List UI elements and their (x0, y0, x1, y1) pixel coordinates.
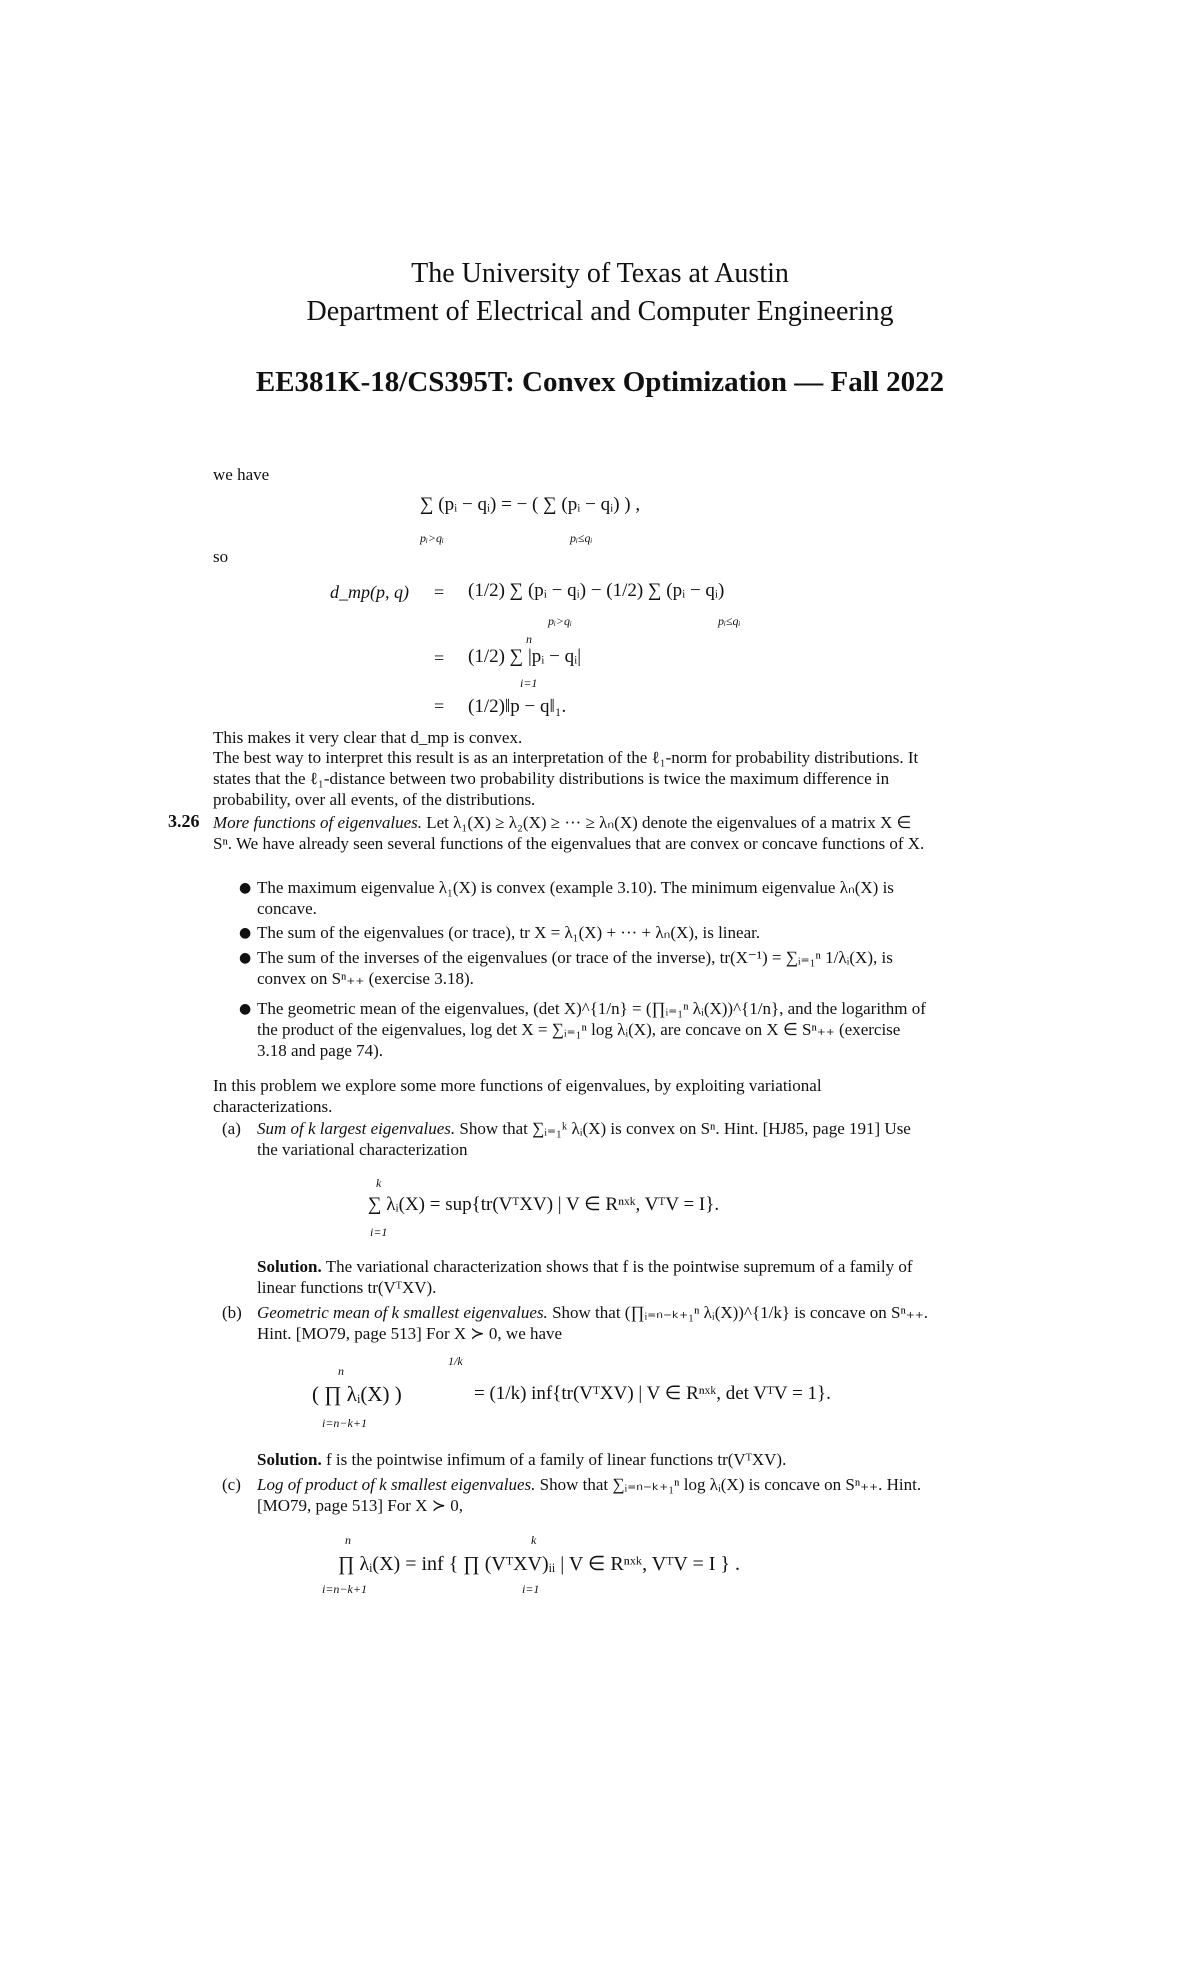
we-have-text: we have (213, 465, 270, 484)
part-a-body: Show that ∑ᵢ₌₁ᵏ λᵢ(X) is convex on Sⁿ. Hint. [HJ85, page 191] Use the variational characterization (257, 1119, 911, 1159)
institution-title: The University of Texas at Austin (411, 258, 789, 289)
part-a-solution (257, 1256, 933, 1298)
part-c-eq-sup2: k (531, 1533, 537, 1547)
dmp-row-1-sub-b: pᵢ≤qᵢ (718, 614, 741, 628)
bullet-dot-4: ● (239, 1001, 252, 1017)
part-b-title: Geometric mean of k smallest eigenvalues. (257, 1303, 548, 1322)
part-a-eq-sub: i=1 (370, 1225, 388, 1239)
problem-title: More functions of eigenvalues. (213, 813, 422, 832)
part-c-body: Show that ∑ᵢ₌ₙ₋ₖ₊₁ⁿ log λᵢ(X) is concave on Sⁿ₊₊. Hint. [MO79, page 513] For X ≻ 0, (257, 1475, 922, 1515)
dmp-lhs: d_mp(p, q) (330, 582, 409, 602)
part-b-label: (b) (222, 1303, 242, 1322)
part-b-equation-right: = (1/k) inf{tr(VᵀXV) | V ∈ Rⁿˣᵏ, det VᵀV = 1}. (474, 1383, 831, 1404)
bullet-3: The sum of the inverses of the eigenvalues (or trace of the inverse), tr(X⁻¹) = ∑ᵢ₌₁ⁿ 1/λᵢ(X), is convex on Sⁿ₊₊ (exercise 3.18). (257, 948, 893, 988)
dmp-row-1: (1/2) ∑ (pᵢ − qᵢ) − (1/2) ∑ (pᵢ − qᵢ) (468, 580, 725, 601)
part-a-title: Sum of k largest eigenvalues. (257, 1119, 456, 1138)
part-b-solution (257, 1449, 933, 1470)
bullet-2: The sum of the eigenvalues (or trace), tr X = λ₁(X) + ··· + λₙ(X), is linear. (257, 923, 761, 942)
problem-number: 3.26 (168, 811, 200, 831)
dmp-row-3: (1/2)‖p − q‖₁. (468, 696, 567, 717)
explore-paragraph: In this problem we explore some more functions of eigenvalues, by exploiting variational characterizations. (213, 1076, 822, 1116)
part-c-title: Log of product of k smallest eigenvalues. (257, 1475, 536, 1494)
part-b-solution-label: Solution. (257, 1450, 322, 1469)
bullet-4: The geometric mean of the eigenvalues, (det X)^{1/n} = (∏ᵢ₌₁ⁿ λᵢ(X))^{1/n}, and the logarithm of the product of the eigenvalues, log det X = ∑ᵢ₌₁ⁿ log λᵢ(X), are concave on X ∈ Sⁿ₊₊ (exercise 3.18 and page 74). (257, 999, 926, 1060)
bullet-dot-2: ● (239, 925, 252, 941)
part-b-eq-sub: i=n−k+1 (322, 1416, 367, 1430)
part-a-solution-label: Solution. (257, 1257, 322, 1276)
part-b-body: Show that (∏ᵢ₌ₙ₋ₖ₊₁ⁿ λᵢ(X))^{1/k} is concave on Sⁿ₊₊. Hint. [MO79, page 513] For X ≻ 0, we have (257, 1303, 929, 1343)
part-c-text (257, 1474, 933, 1516)
dmp-row-2-sub: i=1 (520, 676, 538, 690)
bullet-dot-3: ● (239, 950, 252, 966)
part-b-solution-text: f is the pointwise infimum of a family of linear functions tr(VᵀXV). (325, 1450, 787, 1469)
eq-sign-2: = (434, 648, 445, 668)
so-text: so (213, 547, 229, 566)
equation-1-sub-b: pᵢ≤qᵢ (570, 531, 593, 545)
part-c-eq-sup: n (345, 1533, 351, 1547)
part-a-solution-text: The variational characterization shows that f is the pointwise supremum of a family of linear functions tr(VᵀXV). (257, 1257, 913, 1297)
part-b-equation-left: ( ∏ λᵢ(X) ) (312, 1382, 402, 1406)
part-a-label: (a) (222, 1119, 241, 1138)
convex-statement: This makes it very clear that d_mp is convex. (213, 728, 523, 747)
department-title: Department of Electrical and Computer Engineering (306, 296, 894, 327)
part-a-text (257, 1118, 933, 1160)
part-c-eq-sub: i=n−k+1 (322, 1582, 367, 1596)
bullet-dot-1: ● (239, 880, 252, 896)
equation-1: ∑ (pᵢ − qᵢ) = − ( ∑ (pᵢ − qᵢ) ) , (420, 494, 641, 515)
eq-sign-1: = (434, 582, 445, 602)
interpretation-paragraph: The best way to interpret this result is as an interpretation of the ℓ₁-norm for probability distributions. It states that the ℓ₁-distance between two probability distributions is twice the maximum difference in probability, over all events, of the distributions. (213, 748, 919, 809)
part-b-text (257, 1302, 933, 1344)
eq-sign-3: = (434, 696, 445, 716)
problem-intro (213, 812, 933, 854)
part-a-equation: ∑ λᵢ(X) = sup{tr(VᵀXV) | V ∈ Rⁿˣᵏ, VᵀV = I}. (368, 1194, 720, 1215)
part-b-eq-sup: n (338, 1364, 344, 1378)
part-c-label: (c) (222, 1475, 241, 1494)
part-b-eq-exp: 1/k (448, 1354, 463, 1368)
equation-1-sub-a: pᵢ>qᵢ (420, 531, 444, 545)
dmp-row-2: (1/2) ∑ |pᵢ − qᵢ| (468, 646, 582, 667)
course-title: EE381K-18/CS395T: Convex Optimization — Fall 2022 (255, 366, 945, 398)
dmp-row-2-sup: n (526, 632, 532, 646)
part-c-equation: ∏ λᵢ(X) = inf { ∏ (VᵀXV)ᵢᵢ | V ∈ Rⁿˣᵏ, VᵀV = I } . (338, 1553, 741, 1575)
problem-intro-text: Let λ₁(X) ≥ λ₂(X) ≥ ··· ≥ λₙ(X) denote the eigenvalues of a matrix X ∈ Sⁿ. We have already seen several functions of the eigenvalues that are convex or concave functions of X. (213, 813, 925, 853)
bullet-1: The maximum eigenvalue λ₁(X) is convex (example 3.10). The minimum eigenvalue λₙ(X) is concave. (257, 878, 894, 918)
part-a-eq-sup: k (376, 1176, 382, 1190)
dmp-row-1-sub-a: pᵢ>qᵢ (548, 614, 572, 628)
part-c-eq-sub2: i=1 (522, 1582, 540, 1596)
